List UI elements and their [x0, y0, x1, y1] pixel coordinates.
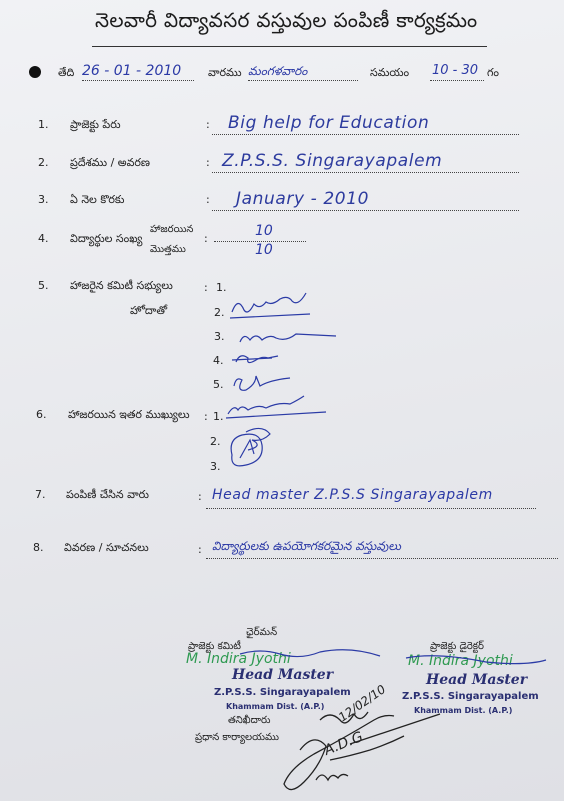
field-1-colon: :: [206, 118, 210, 131]
field-7-label: పంపిణీ చేసిన వారు: [66, 488, 149, 501]
right-stamp-district: Khammam Dist. (A.P.): [414, 706, 513, 715]
field-3-value: January - 2010: [236, 189, 370, 209]
day-value: మంగళవారం: [248, 64, 308, 78]
field-7-dotted-line: [206, 508, 536, 509]
footer-signatures: [180, 630, 560, 800]
field-6-number: 6.: [36, 408, 47, 421]
dignitary-3-number: 3.: [210, 460, 221, 473]
field-4-number: 4.: [38, 232, 49, 245]
field-6-label: హాజరయిన ఇతర ముఖ్యులు: [68, 408, 190, 421]
right-green-signature-name: M. Indira Jyothi: [408, 653, 513, 669]
left-green-signature-name: M. Indira Jyothi: [186, 651, 291, 667]
member-1-number: 1.: [216, 281, 227, 294]
field-2-value: Z.P.S.S. Singarayapalem: [222, 151, 443, 171]
project-director-label: ప్రాజెక్టు డైరెక్టర్: [430, 641, 484, 652]
date-dotted-line: [82, 80, 194, 81]
field-3-colon: :: [206, 193, 210, 206]
dignitary-2-number: 2.: [210, 435, 221, 448]
field-1-label: ప్రాజెక్టు పేరు: [70, 118, 121, 131]
project-committee-label: ప్రాజెక్టు కమిటీ: [188, 641, 241, 652]
date-value: 26 - 01 - 2010: [82, 63, 182, 79]
field-1-dotted-line: [212, 134, 519, 135]
field-3-number: 3.: [38, 193, 49, 206]
field-2-label: ప్రదేశము / అవరణ: [70, 156, 151, 169]
member-2-number: 2.: [214, 306, 225, 319]
field-4-present-value: 10: [255, 223, 273, 239]
right-stamp-title: Head Master: [426, 672, 528, 688]
left-stamp-school: Z.P.S.S. Singarayapalem: [214, 687, 351, 698]
day-label: వారము: [208, 66, 242, 79]
time-dotted-line: [430, 80, 484, 81]
field-4-total-value: 10: [255, 242, 273, 258]
field-5-number: 5.: [38, 279, 49, 292]
field-8-dotted-line: [206, 558, 558, 559]
field-7-number: 7.: [35, 488, 46, 501]
field-4-total-label: మొత్తము: [150, 244, 186, 255]
member-signatures: [222, 290, 552, 490]
field-8-label: వివరణ / సూచనలు: [64, 541, 149, 554]
inspector-label: తనిఖీదారు: [228, 715, 271, 726]
field-4-colon: :: [204, 232, 208, 245]
dignitary-1-number: 1.: [213, 410, 224, 423]
field-5-sub-label: హోదాతో: [130, 304, 168, 317]
date-label: తేది: [58, 66, 75, 79]
field-7-value: Head master Z.P.S.S Singarayapalem: [212, 487, 493, 503]
handwritten-mark: A.D.G: [322, 728, 366, 759]
member-4-number: 4.: [213, 354, 224, 367]
field-3-dotted-line: [212, 210, 519, 211]
time-value: 10 - 30: [432, 63, 479, 78]
head-office-label: ప్రధాన కార్యాలయము: [195, 732, 280, 743]
time-label: సమయం: [370, 66, 410, 79]
chairman-label: ఛైర్‌మన్: [246, 627, 278, 638]
member-3-number: 3.: [214, 330, 225, 343]
day-dotted-line: [248, 80, 358, 81]
left-stamp-title: Head Master: [232, 667, 334, 683]
bullet-dot: [29, 66, 41, 78]
field-3-label: ఏ నెల కొరకు: [70, 193, 125, 206]
left-stamp-district: Khammam Dist. (A.P.): [226, 702, 325, 711]
field-2-number: 2.: [38, 156, 49, 169]
field-8-value: విద్యార్థులకు ఉపయోగకరమైన వస్తువులు: [212, 539, 401, 553]
field-7-colon: :: [198, 490, 202, 503]
field-4-present-label: హాజరయిన: [150, 224, 194, 235]
member-5-number: 5.: [213, 378, 224, 391]
field-5-label: హాజరైన కమిటీ సభ్యులు: [70, 279, 173, 292]
time-unit: గం: [487, 66, 499, 79]
right-stamp-school: Z.P.S.S. Singarayapalem: [402, 691, 539, 702]
field-4-label: విద్యార్థుల సంఖ్య: [70, 232, 143, 245]
left-date-note: 12/02/10: [336, 682, 389, 725]
field-5-colon: :: [204, 281, 208, 294]
field-2-colon: :: [206, 156, 210, 169]
field-6-colon: :: [204, 410, 208, 423]
field-2-dotted-line: [212, 172, 519, 173]
field-1-number: 1.: [38, 118, 49, 131]
field-8-number: 8.: [33, 541, 44, 554]
field-8-colon: :: [198, 543, 202, 556]
title-underline: [92, 46, 487, 47]
field-1-value: Big help for Education: [228, 113, 430, 133]
form-title: నెలవారీ విద్యావసర వస్తువుల పంపిణీ కార్యక్రమం: [95, 8, 478, 32]
